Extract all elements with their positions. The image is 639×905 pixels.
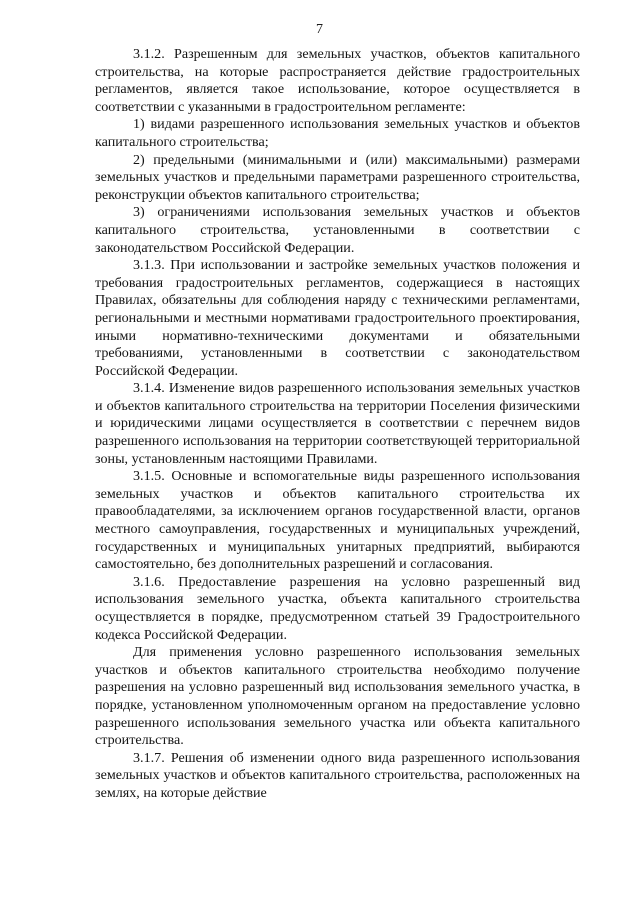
page-number: 7 (316, 22, 323, 37)
list-item-1: 1) видами разрешенного использования земельных участков и объектов капитального строительства; (95, 116, 580, 150)
paragraph-3-1-2: 3.1.2. Разрешенным для земельных участков, объектов капитального строительства, на которые распространяется действие градостроительных регламентов, является такое использование, которое осуществляется в соответствии с указанными в градостроительном регламенте: (95, 46, 580, 115)
paragraph-3-1-3: 3.1.3. При использовании и застройке земельных участков положения и требования градостроительных регламентов, содержащиеся в настоящих Правилах, обязательны для соблюдения наряду с техническими регламентами, региональными и местными нормативами градостроительного проектирования, иными нормативно-техническими документами и обязательными требованиями, установленными в соответствии с законодательством Российской Федерации. (95, 257, 580, 379)
paragraph-conditional-use: Для применения условно разрешенного использования земельных участков и объектов капитального строительства необходимо получение разрешения на условно разрешенный вид использования земельного участка, в порядке, установленном уполномоченным органом на предоставление условно разрешенного использования земельного участка или объекта капитального строительства. (95, 644, 580, 749)
paragraph-3-1-7: 3.1.7. Решения об изменении одного вида разрешенного использования земельных участков и объектов капитального строительства, расположенных на землях, на которые действие (95, 749, 580, 801)
list-item-2: 2) предельными (минимальными и (или) максимальными) размерами земельных участков и предельными параметрами разрешенного строительства, реконструкции объектов капитального строительства; (95, 151, 580, 203)
list-item-3: 3) ограничениями использования земельных участков и объектов капитального строительства, установленными в соответствии с законодательством Российской Федерации. (95, 204, 580, 256)
paragraph-3-1-5: 3.1.5. Основные и вспомогательные виды разрешенного использования земельных участков и объектов капитального строительства их правообладателями, за исключением органов государственной власти, органов местного самоуправления, государственных и муниципальных учреждений, государственных и муниципальных унитарных предприятий, выбираются самостоятельно, без дополнительных разрешений и согласования. (95, 468, 580, 573)
paragraph-3-1-4: 3.1.4. Изменение видов разрешенного использования земельных участков и объектов капитального строительства на территории Поселения физическими и юридическими лицами осуществляется в соответствии с перечнем видов разрешенного использования на территории соответствующей территориальной зоны, установленным настоящими Правилами. (95, 380, 580, 467)
paragraph-3-1-6: 3.1.6. Предоставление разрешения на условно разрешенный вид использования земельного участка, объекта капитального строительства осуществляется в порядке, предусмотренном статьей 39 Градостроительного кодекса Российской Федерации. (95, 573, 580, 643)
document-body (95, 46, 580, 803)
